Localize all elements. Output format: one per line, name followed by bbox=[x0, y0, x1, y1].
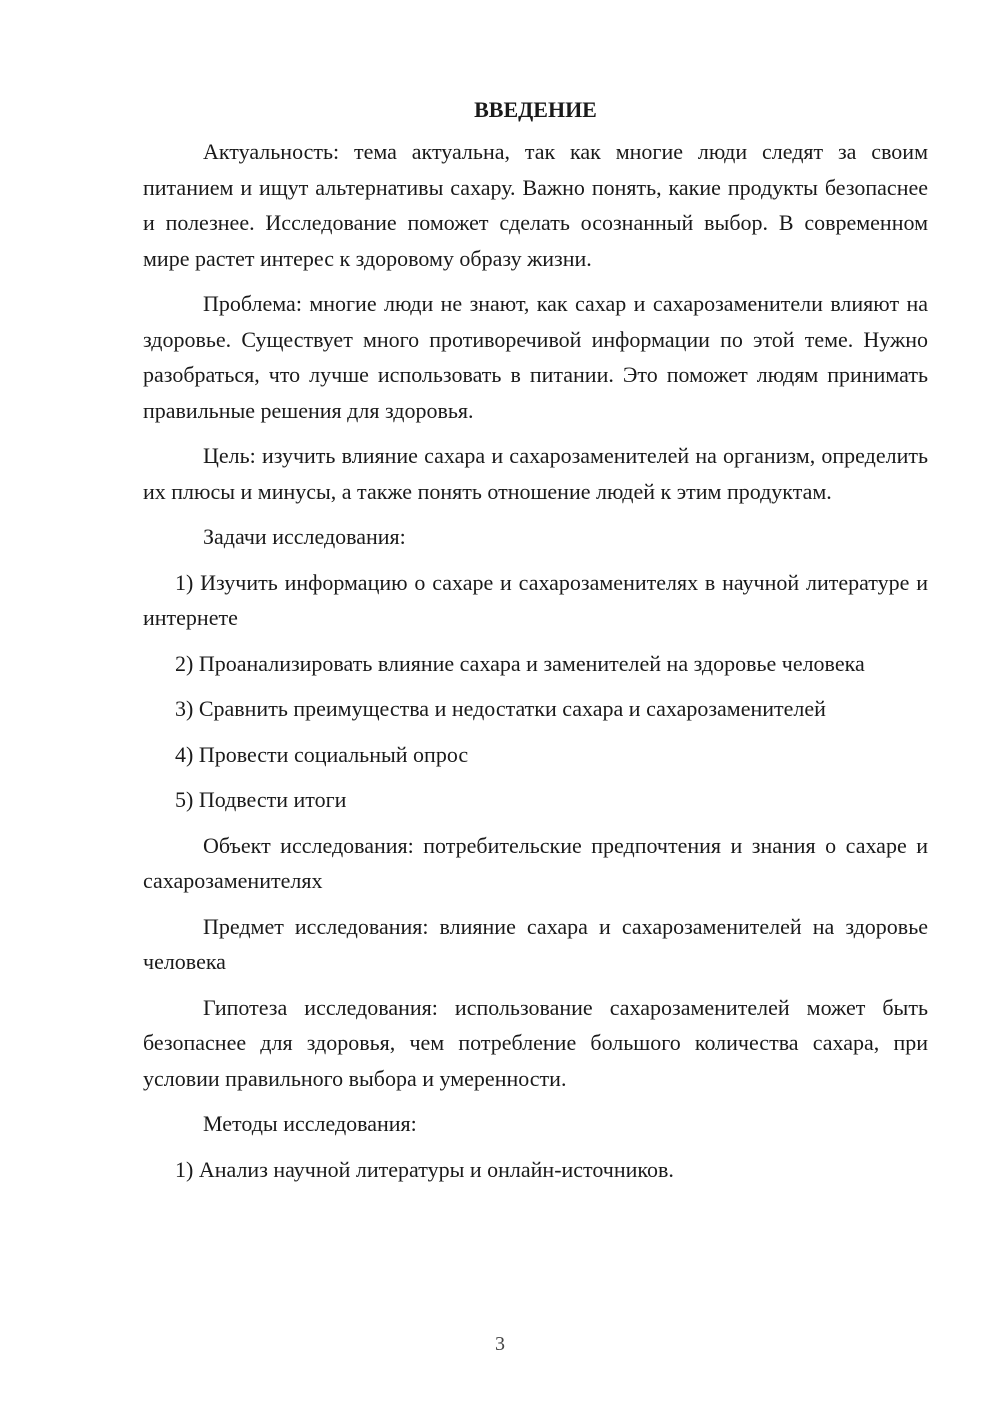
page-title: ВВЕДЕНИЕ bbox=[474, 97, 597, 122]
paragraph-goal: Цель: изучить влияние сахара и сахарозаменителей на организм, определить их плюсы и минусы, а также понять отношение людей к этим продуктам. bbox=[143, 443, 928, 504]
document-page bbox=[143, 92, 928, 1187]
list-item-task: 5) Подвести итоги bbox=[175, 787, 347, 812]
paragraph-subject: Предмет исследования: влияние сахара и сахарозаменителей на здоровье человека bbox=[143, 913, 928, 974]
list-item-task: 1) Изучить информацию о сахаре и сахарозаменителях в научной литературе и интернете bbox=[143, 569, 928, 630]
list-item-task: 2) Проанализировать влияние сахара и заменителей на здоровье человека bbox=[175, 650, 865, 676]
methods-heading: Методы исследования: bbox=[203, 1111, 417, 1136]
paragraph-hypothesis: Гипотеза исследования: использование сахарозаменителей может быть безопаснее для здоровья, чем потребление большого количества сахара, при условии правильного выбора и умеренности. bbox=[143, 994, 928, 1091]
page-number: 3 bbox=[495, 1333, 505, 1355]
list-item-method: 1) Анализ научной литературы и онлайн-источников. bbox=[175, 1156, 674, 1182]
list-item-task: 4) Провести социальный опрос bbox=[175, 741, 469, 767]
list-item-task: 3) Сравнить преимущества и недостатки сахара и сахарозаменителей bbox=[175, 696, 826, 721]
tasks-heading: Задачи исследования: bbox=[203, 524, 406, 549]
paragraph-object: Объект исследования: потребительские предпочтения и знания о сахаре и сахарозаменителях bbox=[143, 832, 928, 893]
paragraph-relevance: Актуальность: тема актуальна, так как многие люди следят за своим питанием и ищут альтернативы сахару. Важно понять, какие продукты безопаснее и полезнее. Исследование поможет сделать осознанный выбор. В современном мире растет интерес к здоровому образу жизни. bbox=[143, 139, 928, 271]
paragraph-problem: Проблема: многие люди не знают, как сахар и сахарозаменители влияют на здоровье. Существует много противоречивой информации по этой теме. Нужно разобраться, что лучше использовать в питании. Это поможет людям принимать правильные решения для здоровья. bbox=[143, 291, 928, 423]
